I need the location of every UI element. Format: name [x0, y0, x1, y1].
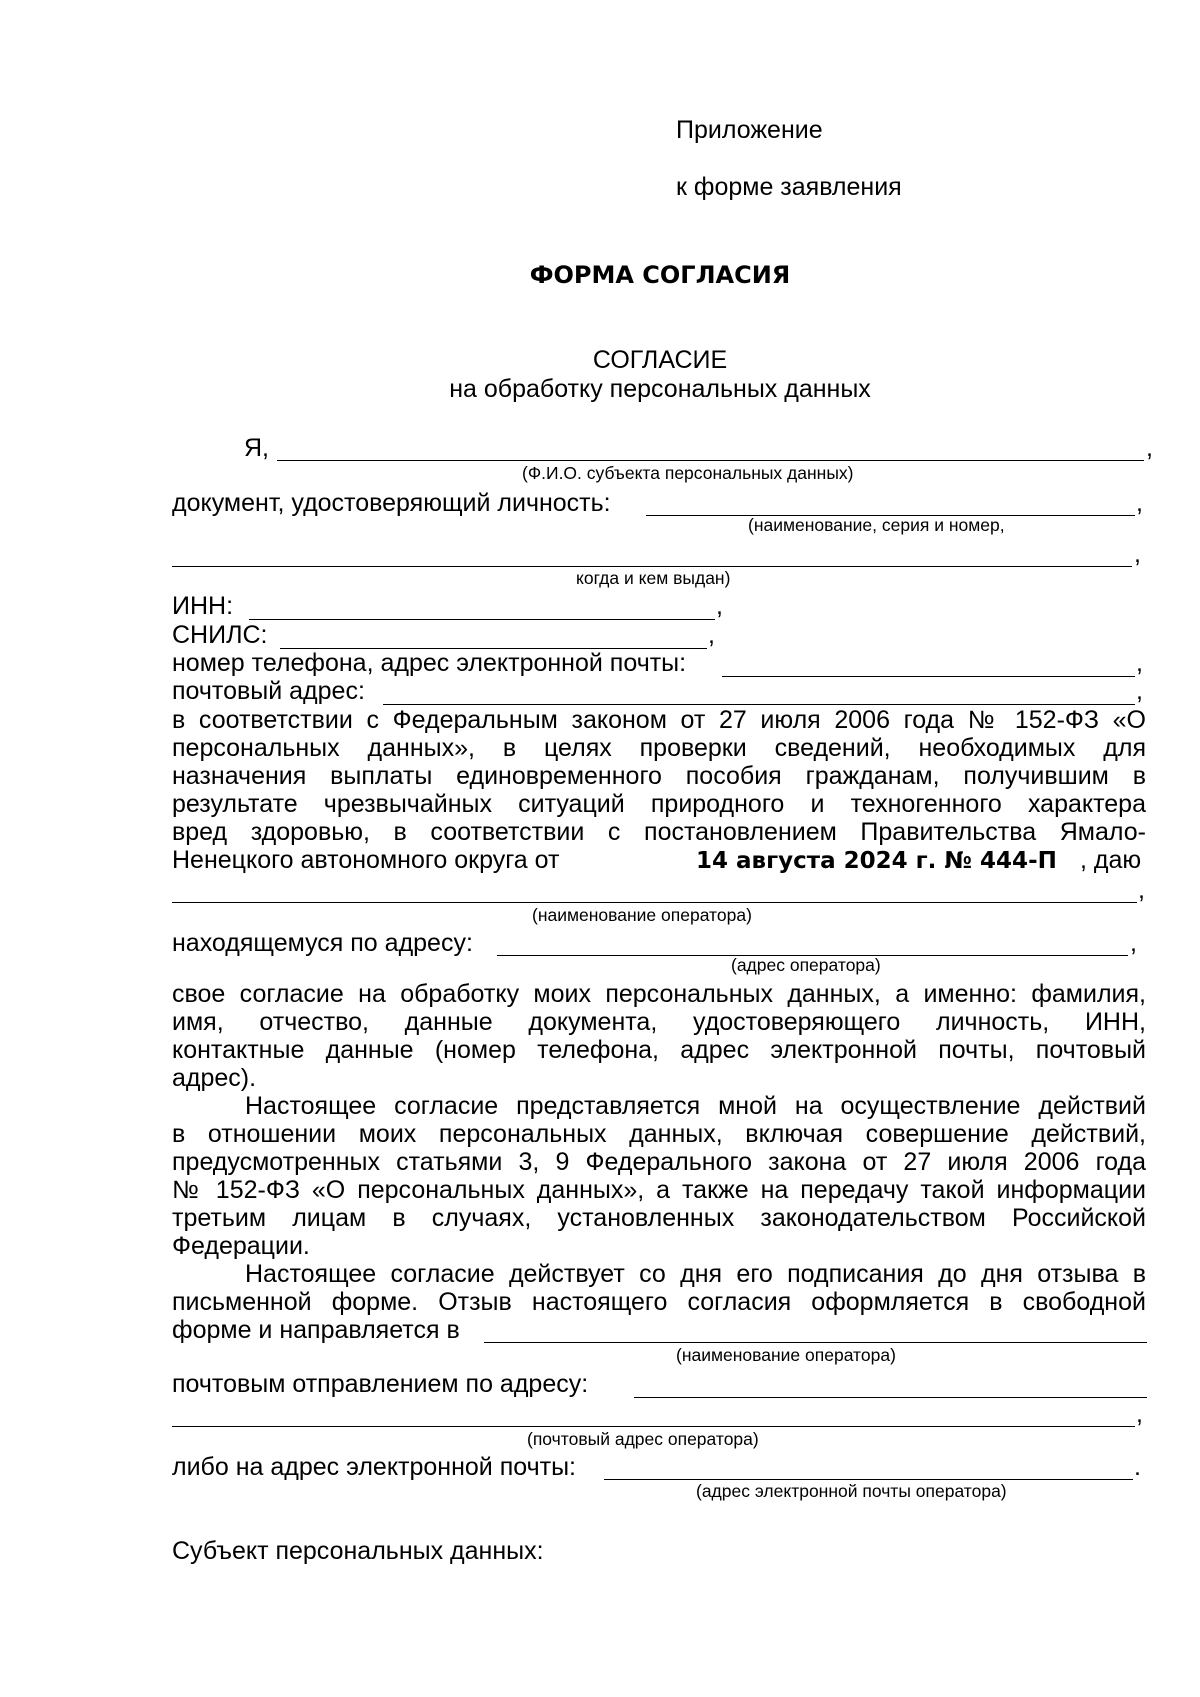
phone-email-comma: ,	[1136, 649, 1143, 677]
fio-input-line[interactable]	[277, 460, 1144, 461]
appendix-line-2: к форме заявления	[676, 173, 902, 201]
fio-comma: ,	[1146, 434, 1153, 462]
paragraph-2-line-2: имя, отчество, данные документа, удостоверяющего личность, ИНН,	[172, 1008, 1146, 1036]
snils-label: СНИЛС:	[172, 621, 268, 649]
operator-name-input-line[interactable]	[172, 902, 1137, 903]
operator-name-caption: (наименование оператора)	[532, 905, 752, 925]
paragraph-1-line-3: назначения выплаты единовременного пособия гражданам, получившим в	[172, 762, 1146, 790]
operator-address-caption: (адрес оператора)	[731, 955, 881, 975]
email-dispatch-label: либо на адрес электронной почты:	[172, 1453, 577, 1481]
paragraph-3-line-2: в отношении моих персональных данных, включая совершение действий,	[172, 1120, 1146, 1148]
snils-comma: ,	[708, 621, 715, 649]
paragraph-1-line-2: персональных данных», в целях проверки сведений, необходимых для	[172, 734, 1146, 762]
id-document-caption-2: когда и кем выдан)	[576, 568, 731, 588]
form-title: ФОРМА СОГЛАСИЯ	[529, 261, 791, 289]
decree-reference: 14 августа 2024 г. № 444-П	[696, 848, 1057, 874]
email-dispatch-period: .	[1134, 1453, 1141, 1481]
paragraph-4-line-1: Настоящее согласие действует со дня его подписания до дня отзыва в	[245, 1260, 1146, 1288]
inn-input-line[interactable]	[249, 619, 715, 620]
appendix-line-1: Приложение	[676, 116, 823, 144]
revocation-operator-input-line[interactable]	[484, 1342, 1147, 1343]
paragraph-1-line-6-end: , даю	[1080, 846, 1142, 874]
paragraph-1-line-6: Ненецкого автономного округа от	[172, 846, 560, 874]
paragraph-3-line-5: третьим лицам в случаях, установленных законодательством Российской	[172, 1204, 1146, 1232]
id-document-comma-2: ,	[1134, 540, 1141, 568]
paragraph-1-line-1: в соответствии с Федеральным законом от 27 июля 2006 года № 152-ФЗ «О	[172, 706, 1146, 734]
paragraph-3-line-6: Федерации.	[172, 1232, 310, 1260]
consent-subtitle: на обработку персональных данных	[449, 375, 871, 403]
signature-label: Субъект персональных данных:	[172, 1537, 544, 1565]
fio-caption: (Ф.И.О. субъекта персональных данных)	[522, 463, 854, 483]
operator-address-label: находящемуся по адресу:	[172, 929, 473, 957]
paragraph-3-line-3: предусмотренных статьями 3, 9 Федерального закона от 27 июля 2006 года	[172, 1148, 1146, 1176]
i-label: Я,	[244, 434, 269, 462]
paragraph-4-line-3: форме и направляется в	[172, 1316, 460, 1344]
postal-address-comma: ,	[1136, 677, 1143, 705]
phone-email-input-line[interactable]	[722, 676, 1135, 677]
id-document-input-line-2[interactable]	[172, 566, 1132, 567]
paragraph-3-line-4: № 152-ФЗ «О персональных данных», а также на передачу такой информации	[172, 1176, 1146, 1204]
postal-address-input-line[interactable]	[383, 704, 1135, 705]
postal-dispatch-input-line[interactable]	[634, 1397, 1147, 1398]
postal-dispatch-comma: ,	[1136, 1400, 1143, 1428]
inn-label: ИНН:	[172, 592, 234, 620]
postal-address-label: почтовый адрес:	[172, 677, 365, 705]
paragraph-4-line-2: письменной форме. Отзыв настоящего согласия оформляется в свободной	[172, 1288, 1146, 1316]
paragraph-2-line-3: контактные данные (номер телефона, адрес электронной почты, почтовый	[172, 1036, 1146, 1064]
id-document-comma: ,	[1136, 489, 1143, 517]
phone-email-label: номер телефона, адрес электронной почты:	[172, 649, 687, 677]
revocation-operator-caption: (наименование оператора)	[676, 1345, 896, 1365]
postal-dispatch-label: почтовым отправлением по адресу:	[172, 1370, 589, 1398]
email-dispatch-input-line[interactable]	[604, 1479, 1133, 1480]
id-document-caption-1: (наименование, серия и номер,	[748, 515, 1005, 535]
consent-title: СОГЛАСИЕ	[592, 346, 728, 374]
id-document-label: документ, удостоверяющий личность:	[172, 489, 611, 517]
paragraph-2-line-1: свое согласие на обработку моих персональных данных, а именно: фамилия,	[172, 980, 1146, 1008]
postal-dispatch-caption: (почтовый адрес оператора)	[527, 1429, 759, 1449]
paragraph-2-line-4: адрес).	[172, 1064, 257, 1092]
paragraph-3-line-1: Настоящее согласие представляется мной на осуществление действий	[245, 1092, 1146, 1120]
paragraph-1-line-5: вред здоровью, в соответствии с постановлением Правительства Ямало-	[172, 818, 1146, 846]
operator-name-comma: ,	[1138, 876, 1145, 904]
postal-dispatch-input-line-2[interactable]	[172, 1426, 1135, 1427]
paragraph-1-line-4: результате чрезвычайных ситуаций природного и техногенного характера	[172, 790, 1146, 818]
operator-address-comma: ,	[1130, 929, 1137, 957]
inn-comma: ,	[716, 592, 723, 620]
email-dispatch-caption: (адрес электронной почты оператора)	[696, 1481, 1007, 1501]
